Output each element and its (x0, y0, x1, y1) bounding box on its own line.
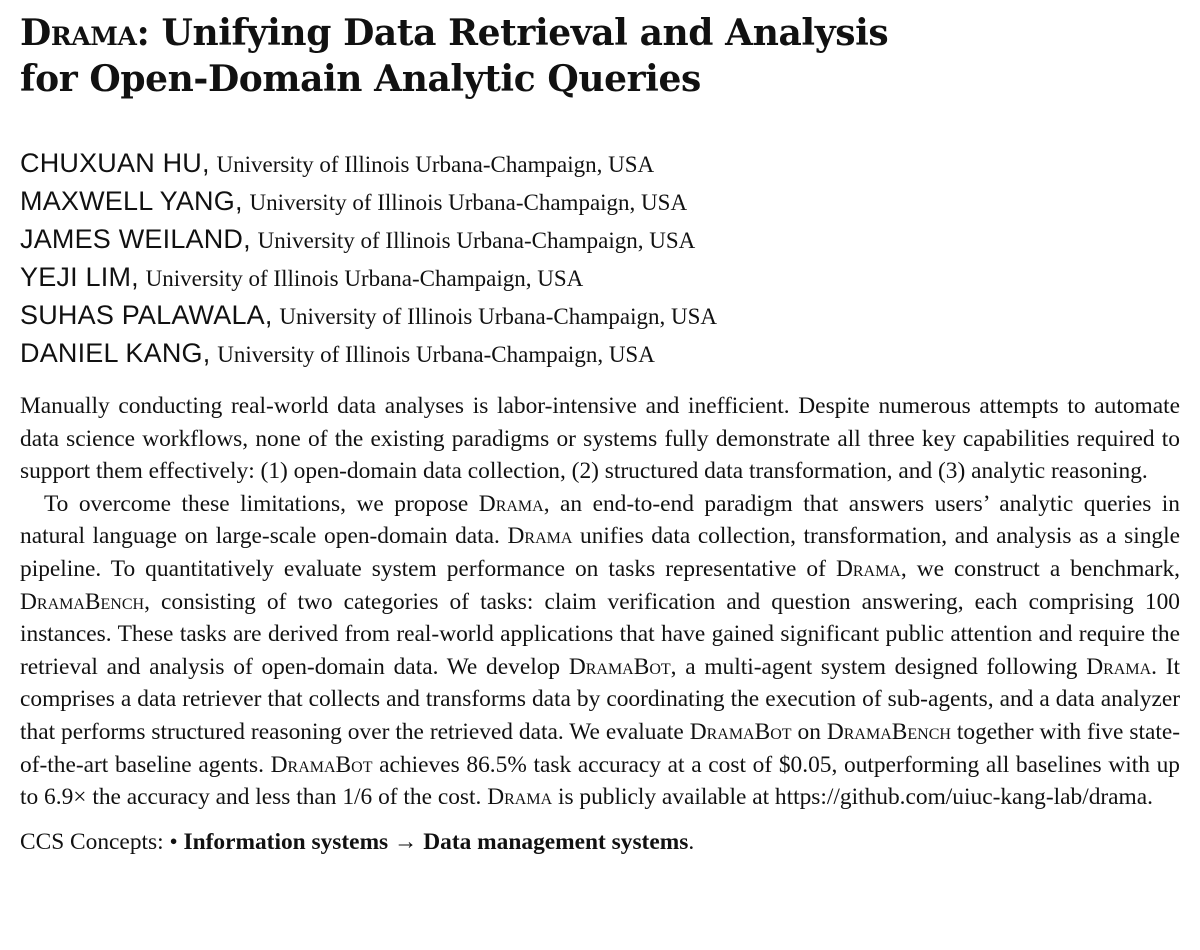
author-list (20, 144, 1180, 372)
abstract-text: , we construct a benchmark, (900, 555, 1180, 582)
abstract-text: on (791, 718, 827, 745)
system-name: DramaBot (568, 653, 671, 680)
abstract-text: is publicly available at https://github.com/uiuc-kang-lab/drama. (552, 784, 1153, 811)
system-name: DramaBench (826, 718, 951, 745)
author-name: DANIEL KANG (20, 338, 203, 368)
ccs-concepts (20, 826, 1180, 858)
author-affiliation: University of Illinois Urbana-Champaign, USA (279, 304, 717, 329)
system-name: Drama (835, 555, 901, 582)
abstract (20, 390, 1180, 814)
author-entry: SUHAS PALAWALA, University of Illinois Urbana-Champaign, USA (20, 300, 717, 330)
abstract-text: achieves 86.5% task accuracy at a cost of $0.05, outperforming all baselines with up to 6.9× the accuracy and less than 1/6 of the cost. (20, 751, 1181, 811)
system-name: Drama (478, 490, 544, 517)
abstract-text: , an end-to-end paradigm that answers users’ analytic queries in natural language on large-scale open-domain data. (20, 490, 1180, 550)
system-name: Drama (507, 523, 573, 550)
ccs-label: CCS Concepts: • (20, 828, 184, 855)
system-name: Drama (1086, 653, 1152, 680)
author-affiliation: University of Illinois Urbana-Champaign, USA (216, 152, 655, 177)
author-entry: MAXWELL YANG, University of Illinois Urbana-Champaign, USA (20, 186, 688, 216)
author-affiliation: University of Illinois Urbana-Champaign, USA (249, 190, 688, 215)
system-name: DramaBot (689, 718, 792, 745)
system-name: DramaBench (20, 588, 145, 615)
abstract-text: unifies data collection, transformation, and analysis as a single pipeline. To quantitatively evaluate system performance on tasks representative of (20, 523, 1180, 582)
author-name: MAXWELL YANG (20, 186, 235, 216)
title-system-name: Drama (20, 12, 137, 54)
author-affiliation: University of Illinois Urbana-Champaign, USA (145, 266, 584, 291)
title-line-1-rest: : Unifying Data Retrieval and Analysis (136, 12, 889, 54)
author-entry: DANIEL KANG, University of Illinois Urbana-Champaign, USA (20, 338, 655, 368)
ccs-end: . (688, 828, 695, 855)
system-name: Drama (487, 784, 553, 811)
author-name: JAMES WEILAND (20, 224, 244, 254)
abstract-text: , a multi-agent system designed following (670, 653, 1087, 680)
author-name: YEJI LIM (20, 262, 132, 292)
ccs-subconcept: Data management systems (423, 828, 689, 855)
author-entry: JAMES WEILAND, University of Illinois Urbana-Champaign, USA (20, 224, 696, 254)
author-entry: YEJI LIM, University of Illinois Urbana-Champaign, USA (20, 262, 584, 292)
abstract-text: . It comprises a data retriever that collects and transforms data by coordinating the execution of sub-agents, and a data analyzer that performs structured reasoning over the retrieved data. We evaluate (20, 653, 1180, 745)
abstract-paragraph-1: Manually conducting real-world data analyses is labor-intensive and inefficient. Despite numerous attempts to automate data science workflows, none of the existing paradigms or systems fully demonstrate all three key capabilities required to support them effectively: (1) open-domain data collection, (2) structured data transformation, and (3) analytic reasoning. (20, 393, 1180, 485)
abstract-text: together with five state-of-the-art baseline agents. (20, 718, 1180, 778)
author-name: CHUXUAN HU (20, 148, 203, 178)
author-entry: CHUXUAN HU, University of Illinois Urbana-Champaign, USA (20, 148, 655, 178)
author-affiliation: University of Illinois Urbana-Champaign, USA (217, 342, 655, 367)
ccs-concept: Information systems (183, 828, 389, 855)
ccs-arrow: → (388, 828, 424, 855)
paper-title (20, 0, 1180, 102)
abstract-text: To overcome these limitations, we propose (44, 490, 479, 517)
author-affiliation: University of Illinois Urbana-Champaign, USA (257, 228, 696, 253)
abstract-paragraph-2 (20, 488, 1180, 814)
author-name: SUHAS PALAWALA (20, 300, 265, 330)
abstract-text: , consisting of two categories of tasks: claim verification and question answering, each comprising 100 instances. These tasks are derived from real-world applications that have gained significant public attention and require the retrieval and analysis of open-domain data. We develop (20, 588, 1180, 680)
system-name: DramaBot (270, 751, 373, 778)
title-line-2: for Open-Domain Analytic Queries (20, 58, 701, 100)
title-line-1 (20, 10, 1180, 56)
